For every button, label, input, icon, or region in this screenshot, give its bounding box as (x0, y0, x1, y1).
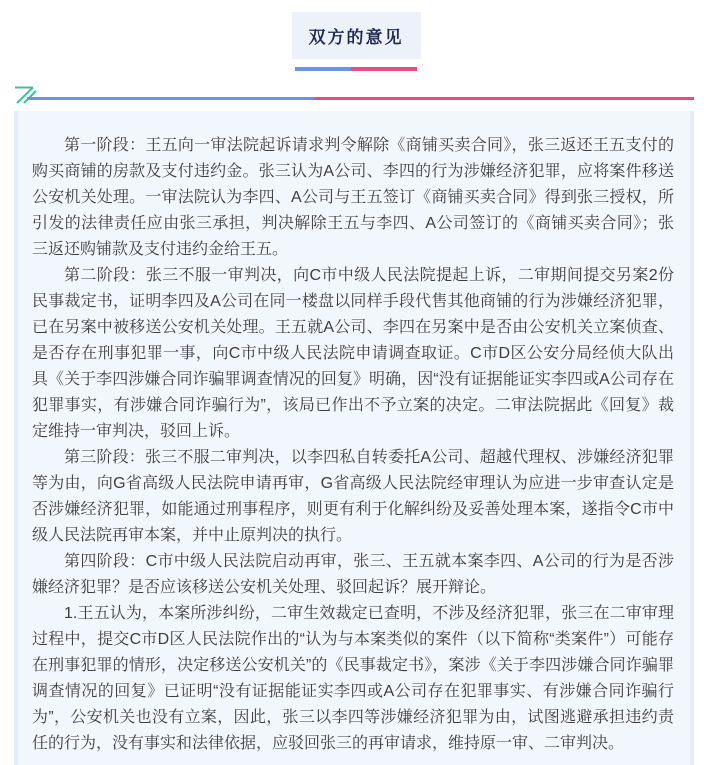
divider-row (0, 83, 712, 105)
page-title: 双方的意见 (292, 12, 421, 59)
section-divider (27, 97, 694, 100)
title-underline (295, 67, 417, 71)
content-panel (14, 111, 694, 765)
header (0, 0, 712, 71)
paragraph-stage-3: 第三阶段：张三不服二审判决，以李四私自转委托A公司、超越代理权、涉嫌经济犯罪等为由，向G省高级人民法院申请再审，G省高级人民法院经审理认为应进一步审查认定是否涉嫌经济犯罪，如能通过刑事程序，则更有利于化解纠纷及妥善处理本案，遂指令C市中级人民法院再审本案，并中止原判决的执行。 (32, 449, 674, 544)
paragraph-stage-4: 第四阶段：C市中级人民法院启动再审，张三、王五就本案李四、A公司的行为是否涉嫌经济犯罪？是否应该移送公安机关处理、驳回起诉？展开辩论。 (32, 553, 674, 596)
paragraph-wangwu-opinion: 1.王五认为，本案所涉纠纷，二审生效裁定已查明，不涉及经济犯罪，张三在二审审理过程中，提交C市D区人民法院作出的“认为与本案类似的案件（以下简称“类案件”）可能存在刑事犯罪的情形，决定移送公安机关”的《民事裁定书》，案涉《关于李四涉嫌合同诈骗罪调查情况的回复》已证明“没有证据能证实李四或A公司存在犯罪事实、有涉嫌合同诈骗行为”，公安机关也没有立案，因此，张三以李四等涉嫌经济犯罪为由，试图逃避承担违约责任的行为，没有事实和法律依据，应驳回张三的再审请求，维持原一审、二审判决。 (32, 605, 674, 752)
paragraph-stage-1: 第一阶段：王五向一审法院起诉请求判令解除《商铺买卖合同》，张三返还王五支付的购买商铺的房款及支付违约金。张三认为A公司、李四的行为涉嫌经济犯罪，应将案件移送公安机关处理。一审法院认为李四、A公司与王五签订《商铺买卖合同》得到张三授权，所引发的法律责任应由张三承担，判决解除王五与李四、A公司签订的《商铺买卖合同》；张三返还购铺款及支付违约金给王五。 (32, 137, 674, 258)
paragraph-stage-2: 第二阶段：张三不服一审判决，向C市中级人民法院提起上诉，二审期间提交另案2份民事裁定书，证明李四及A公司在同一楼盘以同样手段代售其他商铺的行为涉嫌经济犯罪，已在另案中被移送公安机关处理。王五就A公司、李四在另案中是否由公安机关立案侦查、是否存在刑事犯罪一事，向C市中级人民法院申请调查取证。C市D区公安分局经侦大队出具《关于李四涉嫌合同诈骗罪调查情况的回复》明确，因“没有证据能证实李四或A公司存在犯罪事实，有涉嫌合同诈骗行为”，该局已作出不予立案的决定。二审法院据此《回复》裁定维持一审判决，驳回上诉。 (32, 267, 674, 440)
